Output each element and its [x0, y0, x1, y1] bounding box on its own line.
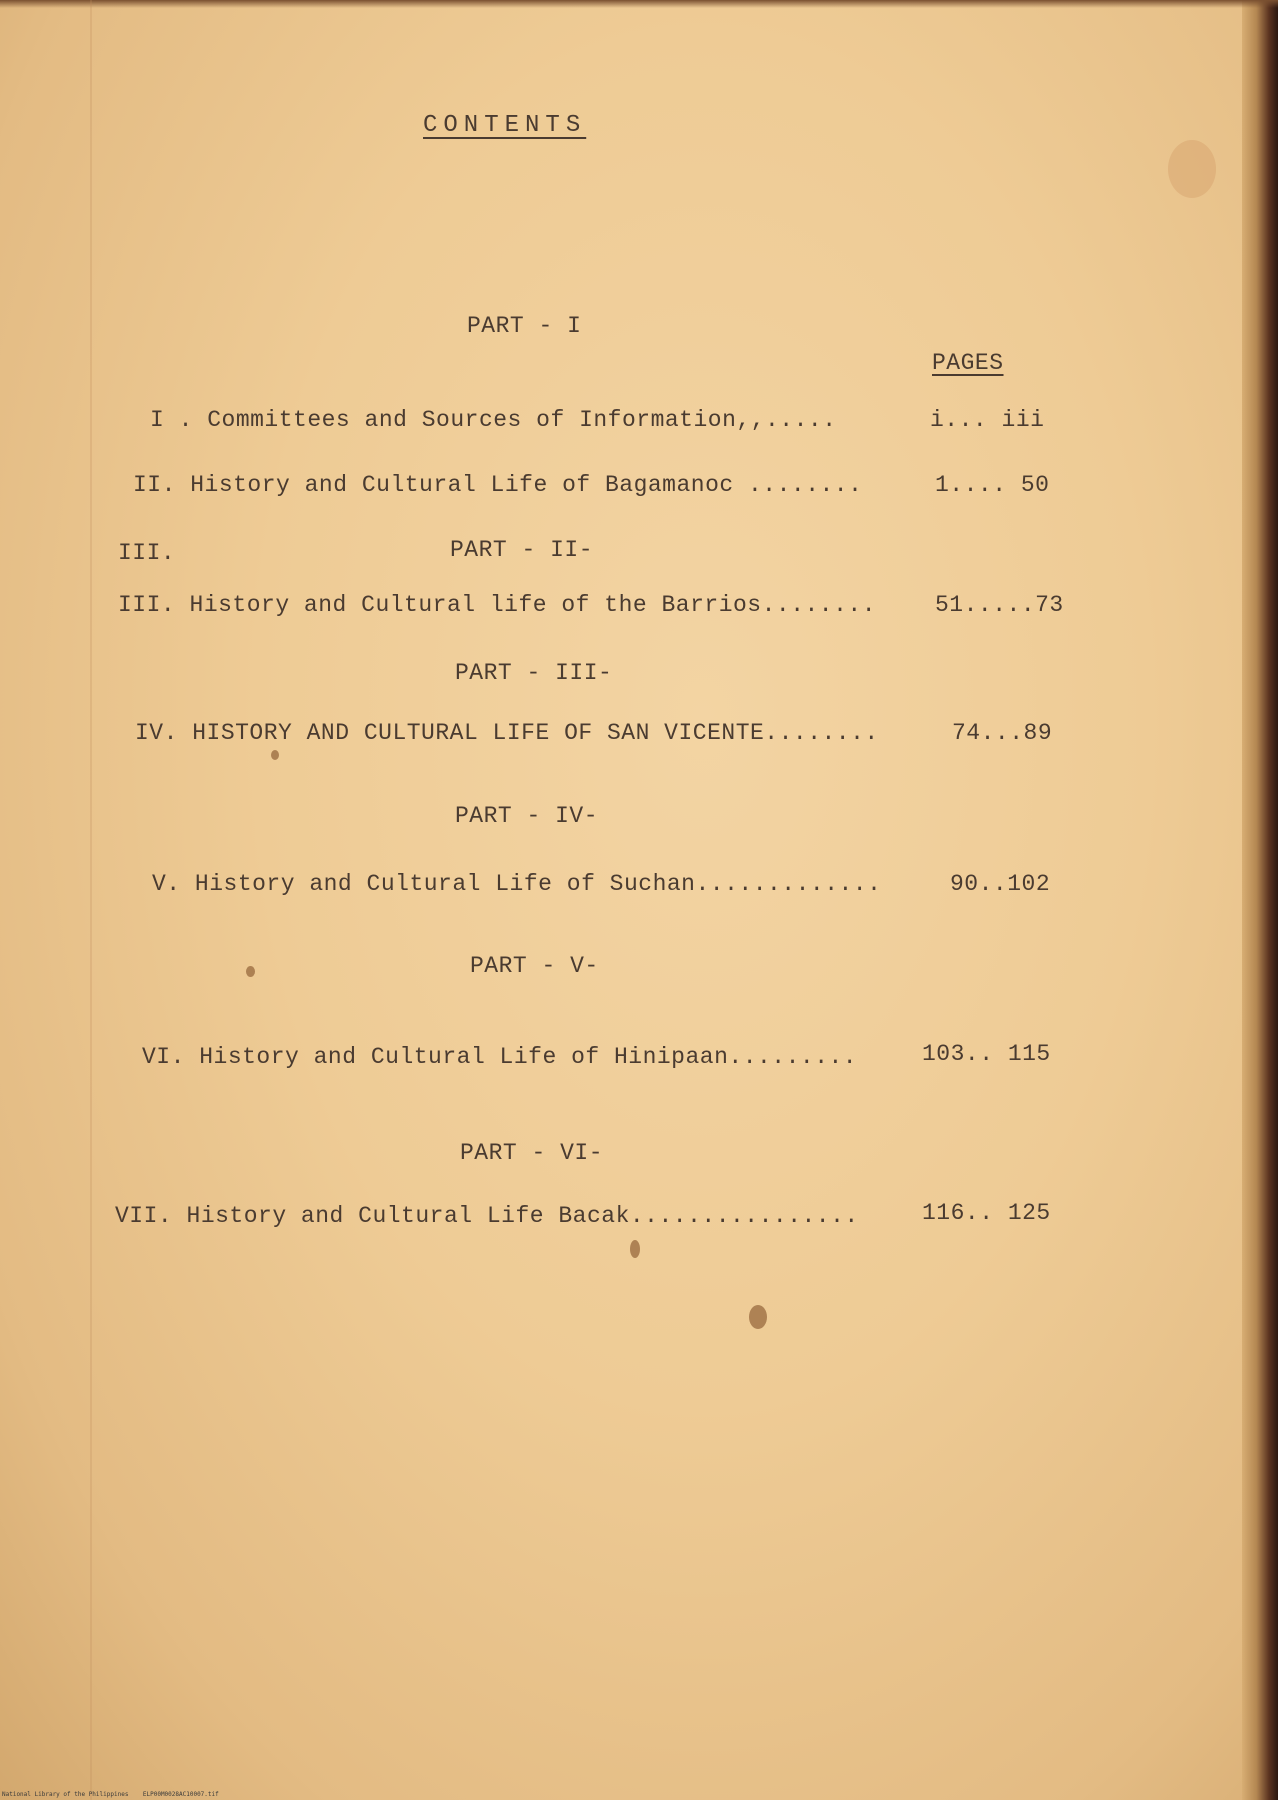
toc-entry: VI. History and Cultural Life of Hinipaan......... [142, 1044, 858, 1070]
toc-page-range: 116.. 125 [922, 1200, 1051, 1226]
part-heading: PART - II- [450, 537, 594, 563]
toc-entry: V. History and Cultural Life of Suchan............. [152, 871, 882, 897]
ink-stain [246, 966, 255, 977]
toc-page-range: 90..102 [950, 871, 1051, 897]
paper-edge-shadow [1242, 0, 1278, 1800]
toc-page-range: 51.....73 [935, 592, 1064, 618]
ink-stain [1168, 140, 1216, 198]
part-heading: PART - I [467, 313, 582, 339]
ink-stain [749, 1305, 767, 1329]
toc-entry: VII. History and Cultural Life Bacak................ [115, 1203, 859, 1229]
page-title: CONTENTS [423, 112, 587, 139]
toc-page-range: i... iii [930, 407, 1045, 433]
paper-top-edge [0, 0, 1278, 8]
toc-entry: III. History and Cultural life of the Barrios........ [118, 592, 877, 618]
part-heading: PART - III- [455, 660, 613, 686]
paper-fold-line [90, 0, 92, 1800]
toc-entry: IV. HISTORY AND CULTURAL LIFE OF SAN VICENTE........ [135, 720, 879, 746]
toc-page-range: 103.. 115 [922, 1041, 1051, 1067]
toc-entry: I . Committees and Sources of Information,,..... [150, 407, 837, 433]
toc-page-range: 74...89 [952, 720, 1053, 746]
part-heading: PART - V- [470, 953, 599, 979]
toc-entry: II. History and Cultural Life of Bagamanoc ........ [133, 472, 863, 498]
part-heading: PART - IV- [455, 803, 599, 829]
toc-page-range: 1.... 50 [935, 472, 1050, 498]
archive-footer: National Library of the Philippines ELP00M0028AC10007.tif [2, 1791, 219, 1798]
ink-stain [630, 1240, 640, 1258]
pages-column-header: PAGES [932, 350, 1004, 376]
ink-stain [271, 750, 279, 760]
part-heading: PART - VI- [460, 1140, 604, 1166]
stray-label: III. [118, 540, 176, 566]
